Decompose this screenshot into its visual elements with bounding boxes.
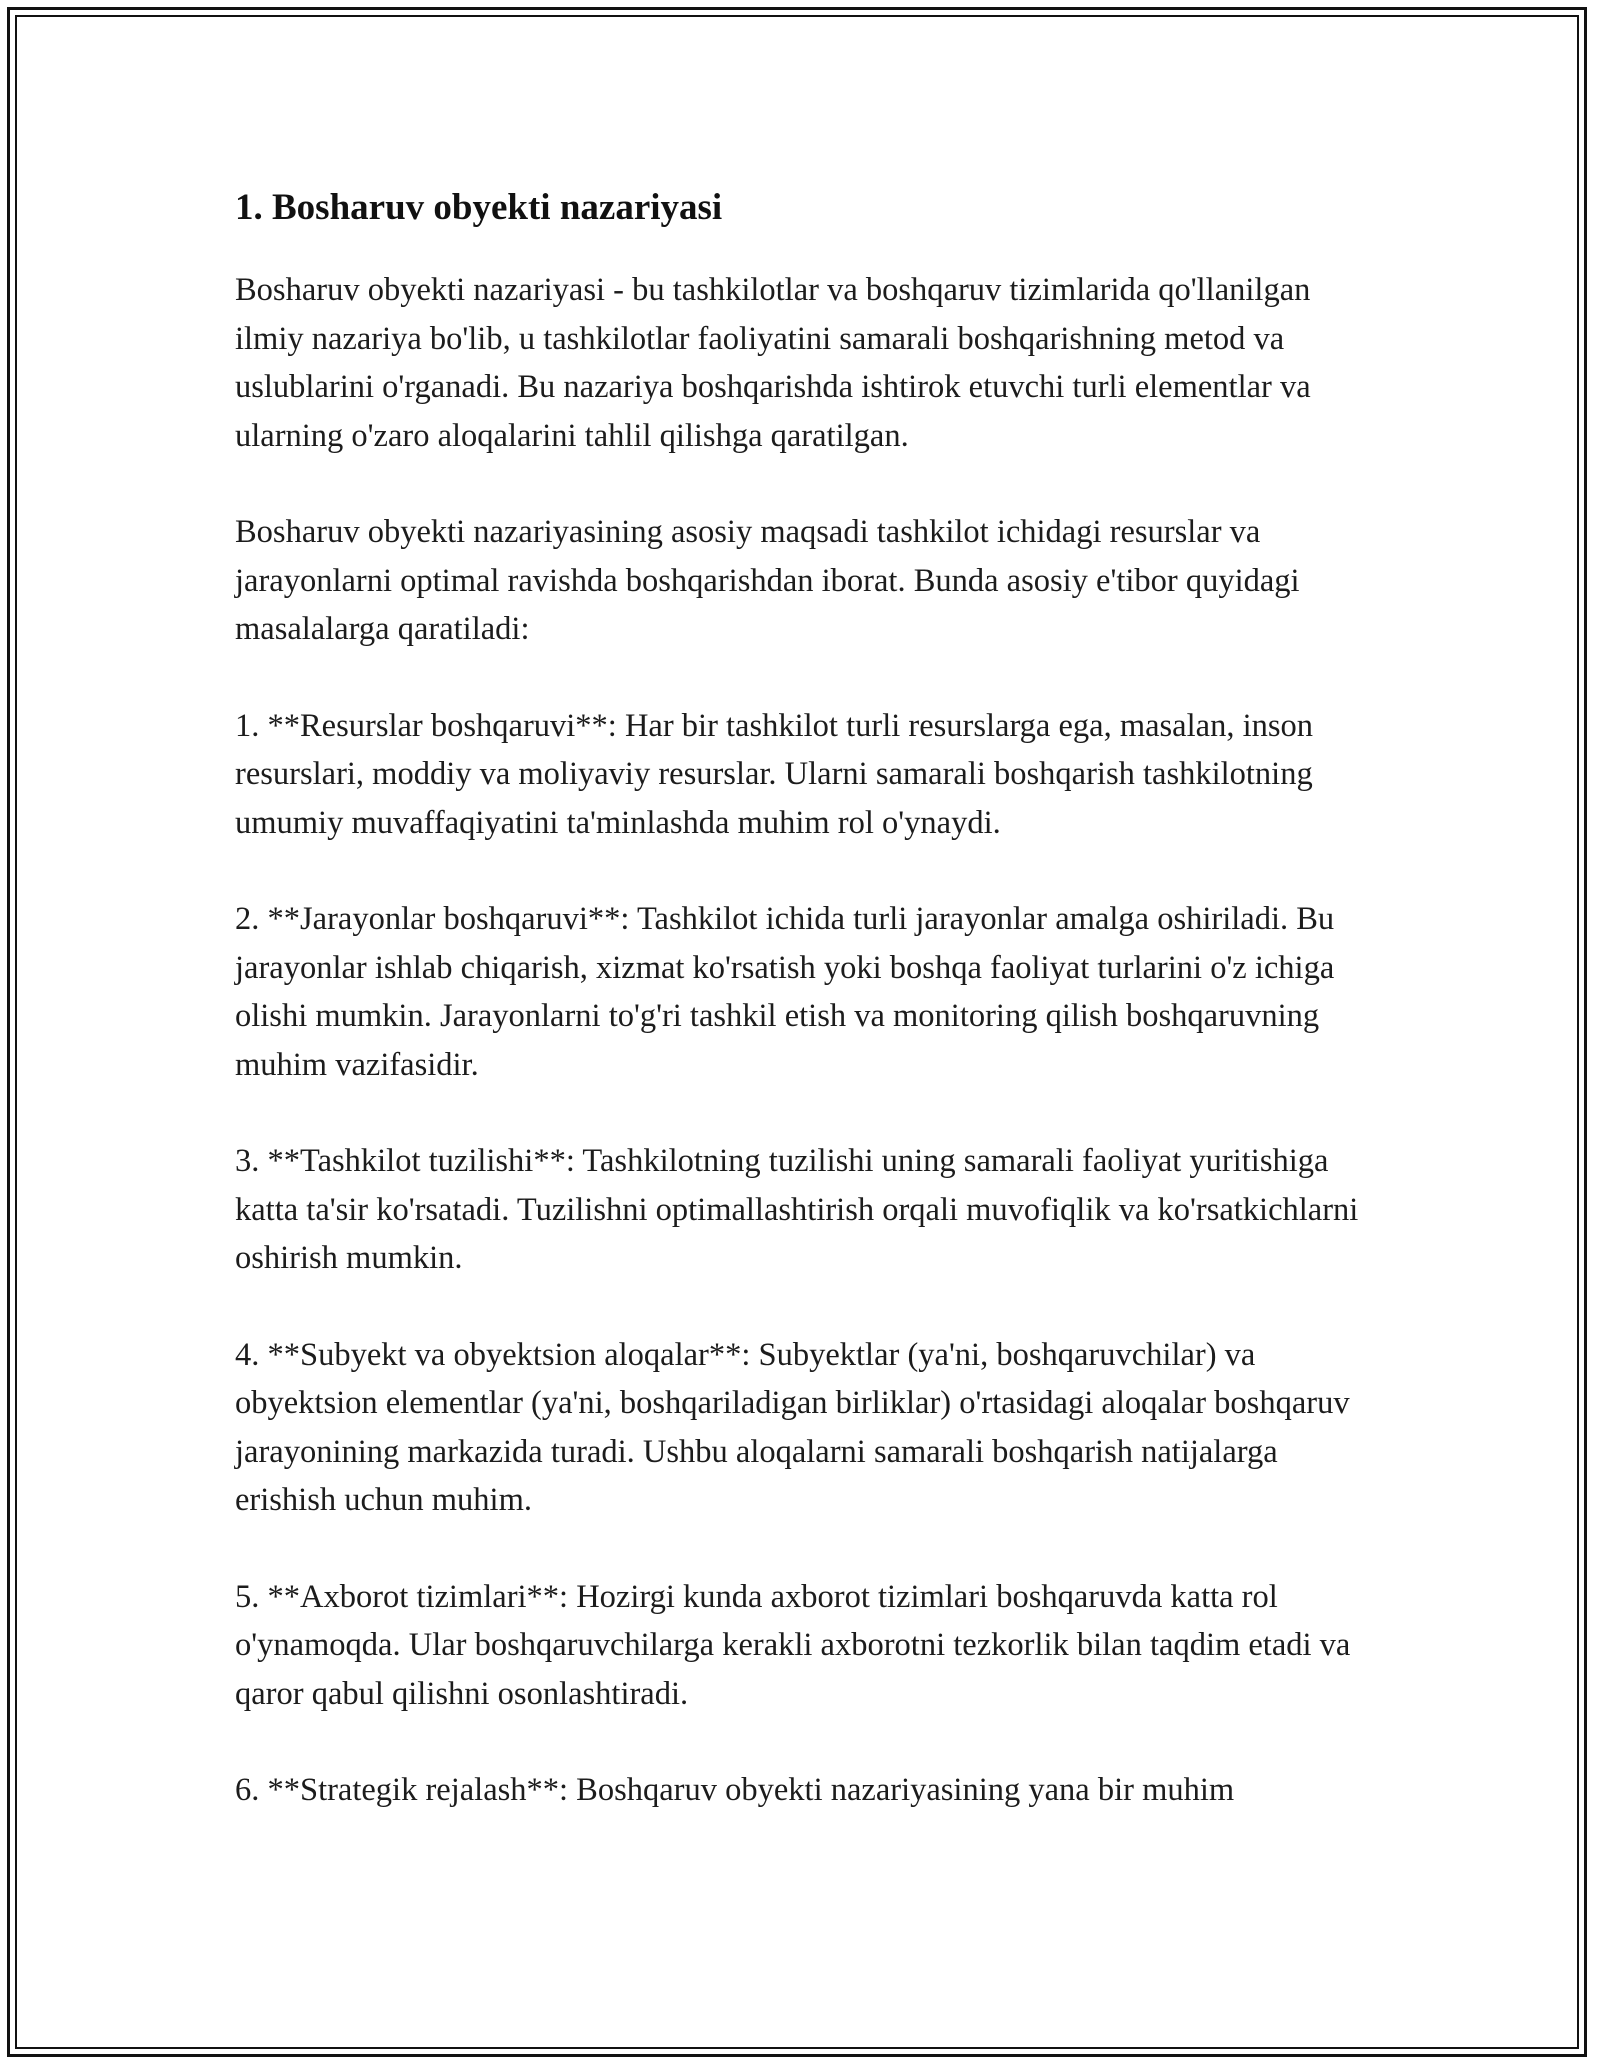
list-item-processes: 2. **Jarayonlar boshqaruvi**: Tashkilot ichida turli jarayonlar amalga oshiriladi. Bu jarayonlar ishlab chiqarish, xizmat ko'rsatish yoki boshqa faoliyat turlarini o'z ichiga olishi mumkin. Jarayonlarni to'g'ri tashkil etish va monitoring qilish boshqaruvning muhim vazifasidir. [235,901,1335,1083]
paragraph-intro: Bosharuv obyekti nazariyasi - bu tashkilotlar va boshqaruv tizimlarida qo'llanilgan ilmiy nazariya bo'lib, u tashkilotlar faoliyatini samarali boshqarishning metod va uslublarini o'rganadi. Bu nazariya boshqarishda ishtirok etuvchi turli elementlar va ularning o'zaro aloqalarini tahlil qilishga qaratilgan. [235,272,1311,454]
list-item-relations: 4. **Subyekt va obyektsion aloqalar**: Subyektlar (ya'ni, boshqaruvchilar) va obyektsion elementlar (ya'ni, boshqariladigan birliklar) o'rtasidagi aloqalar boshqaruv jarayonining markazida turadi. Ushbu aloqalarni samarali boshqarish natijalarga erishish uchun muhim. [235,1336,1350,1519]
list-item-info-systems: 5. **Axborot tizimlari**: Hozirgi kunda axborot tizimlari boshqaruvda katta rol o'ynamoqda. Ular boshqaruvchilarga kerakli axborotni tezkorlik bilan taqdim etadi va qaror qabul qilishni osonlashtiradi. [235,1578,1351,1712]
list-item-resources: 1. **Resurslar boshqaruvi**: Har bir tashkilot turli resurslarga ega, masalan, inson resurslari, moddiy va moliyaviy resurslar. Ularni samarali boshqarish tashkilotning umumiy muvaffaqiyatini ta'minlashda muhim rol o'ynaydi. [235,707,1313,841]
list-item-structure: 3. **Tashkilot tuzilishi**: Tashkilotning tuzilishi uning samarali faoliyat yuritishiga katta ta'sir ko'rsatadi. Tuzilishni optimallashtirish orqali muvofiqlik va ko'rsatkichlarni oshirish mumkin. [235,1143,1359,1277]
list-item-strategic-planning: 6. **Strategik rejalash**: Boshqaruv obyekti nazariyasining yana bir muhim [235,1772,1235,1809]
document-title: 1. Bosharuv obyekti nazariyasi [235,187,723,228]
document-body [235,186,1385,1815]
paragraph-goal: Bosharuv obyekti nazariyasining asosiy maqsadi tashkilot ichidagi resurslar va jarayonlarni optimal ravishda boshqarishdan iborat. Bunda asosiy e'tibor quyidagi masalalarga qaratiladi: [235,514,1300,648]
